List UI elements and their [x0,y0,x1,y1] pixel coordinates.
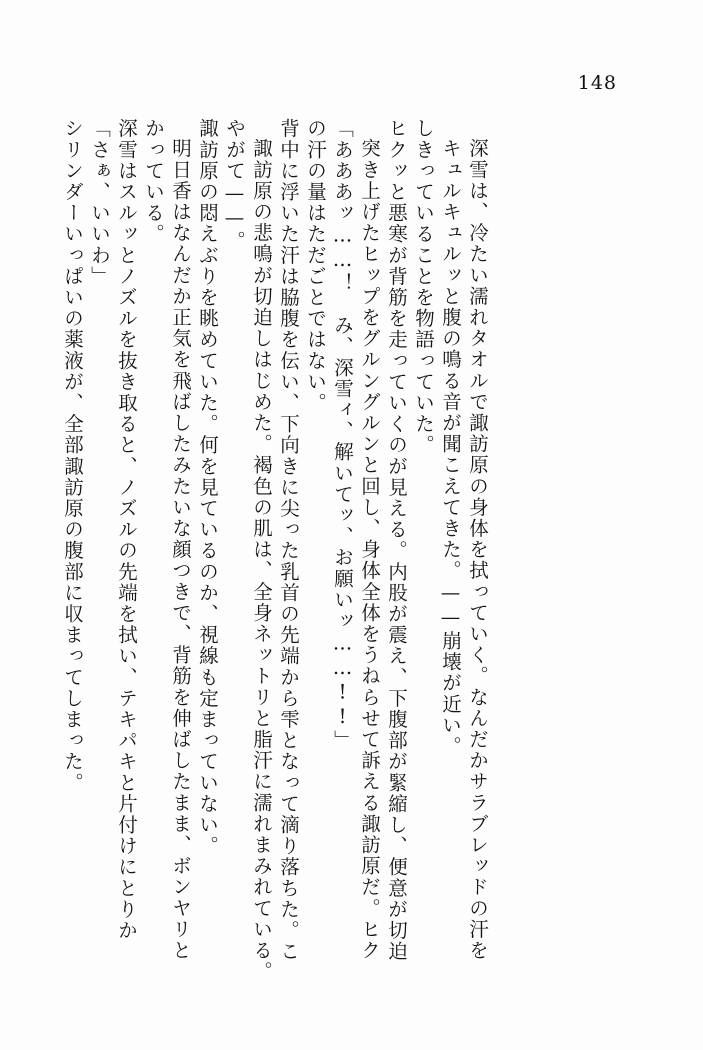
text-column: 「あああッ……！ み、深雪ィ、解いてッ、お願いッ……!!」 [331,118,354,751]
text-column: 深雪はスルッとノズルを抜き取ると、ノズルの先端を拭い、テキパキと片付けにとりか [115,118,138,941]
text-column: 諏訪原の悲鳴が切迫しはじめた。褐色の肌は、全身ネットリと脂汗に濡れまみれている。 [250,138,273,982]
text-column: シリンダーいっぱいの薬液が、全部諏訪原の腹部に収まってしまった。 [61,118,84,794]
text-column: ヒクッと悪寒が背筋を走っていくのが見える。内股が震え、下腹部が緊縮し、便意が切迫 [385,118,408,962]
text-column: 「さぁ、いいわ」 [88,118,111,287]
text-column: 深雪は、冷たい濡れタオルで諏訪原の身体を拭っていく。なんだかサラブレッドの汗を [466,138,489,961]
text-column: かっている。 [142,118,165,245]
text-column: しきっていることを物語っていた。 [412,118,435,456]
text-column: やがて——。 [223,118,246,252]
vertical-text-block [55,118,645,1023]
text-column: 諏訪原の悶えぶりを眺めていた。何を見ているのか、視線も定まっていない。 [196,118,219,857]
text-column: 背中に浮いた汗は脇腹を伝い、下向きに尖った乳首の先端から雫となって滴り落ちた。こ [277,118,300,962]
page-number: 148 [577,72,617,94]
text-column: キュルキュルッと腹の鳴る音が聞こえてきた。——崩壊が近い。 [439,138,462,757]
text-column: 突き上げたヒップをグルングルンと回し、身体全体をうねらせて訴える諏訪原だ。ヒク [358,138,381,961]
text-column: の汗の量はただごとではない。 [304,118,327,414]
text-column: 明日香はなんだか正気を飛ばしたみたいな顔つきで、背筋を伸ばしたまま、ボンヤリと [169,138,192,961]
